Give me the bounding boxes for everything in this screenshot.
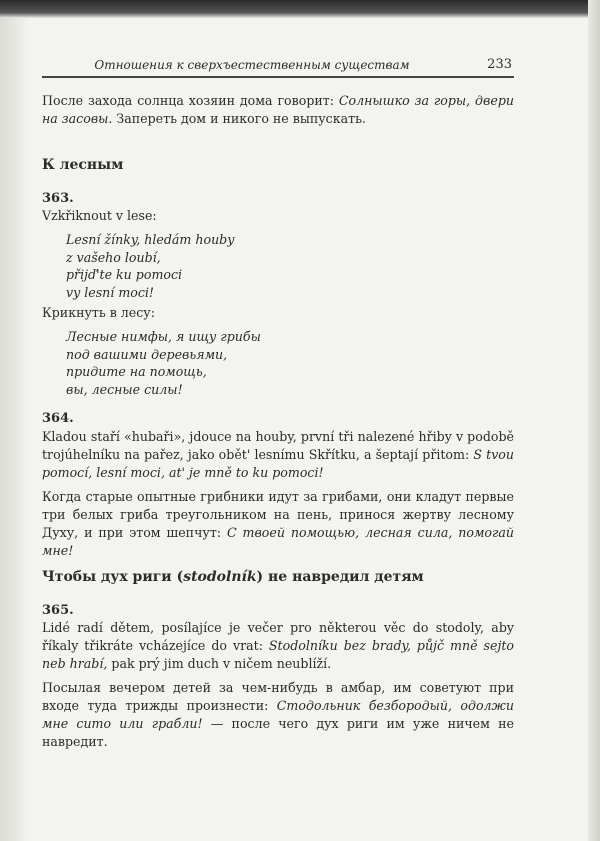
page-edge (588, 0, 600, 841)
entry-czech (42, 428, 514, 482)
poem-line: vy lesní moci! (66, 284, 154, 300)
entry-number: 364. (42, 411, 74, 426)
quote: S tvou pomocí, lesní moci, at' je mně to ku pomoci! (42, 447, 515, 480)
text: — после чего дух риги им уже ничем не навредит. (42, 716, 514, 749)
poem-line: přijď'te ku pomoci (66, 267, 183, 283)
poem-czech (66, 231, 234, 301)
page-gutter-shadow (0, 0, 30, 841)
text: Чтобы дух риги ( (42, 569, 184, 585)
text: stodolník (183, 569, 257, 585)
text: Kladou staří «hubaři», jdouce na houby, první tři nalezené hřiby v podobě trojúhelníku na pařez, jako obět' lesnímu Skřítku, a šeptají přitom: (42, 429, 514, 462)
text: . Запереть дом и никого не выпускать. (108, 111, 366, 126)
entry-russian (42, 488, 514, 560)
quote: С твоей помощью, лесная сила, помогай мне! (42, 525, 515, 558)
text: Lidé radí dětem, posílajíce je večer pro některou věc do stodoly, aby říkaly třikráte vcházejíce do vrat: (42, 620, 514, 653)
poem-line: вы, лесные силы! (66, 381, 183, 397)
text: Когда старые опытные грибники идут за грибами, они кладут первые три белых гриба треугольником на пень, принося жертву лесному Духу, и при этом шепчут: (42, 489, 514, 540)
entry-intro: Vzkřiknout v lese: (42, 208, 157, 223)
entry-number: 365. (42, 603, 74, 618)
intro-paragraph (42, 92, 514, 128)
header-rule (42, 76, 514, 78)
poem-line: Лесные нимфы, я ищу грибы (66, 329, 261, 344)
quote: Stodolníku bez brady, půjč mně sejto neb hrabí, (42, 638, 514, 671)
poem-line: придите на помощь, (66, 364, 207, 380)
entry-number: 363. (42, 191, 74, 206)
running-title: Отношения к сверхъестественным существам (94, 58, 410, 72)
text: ) не навредил детям (256, 569, 424, 585)
poem-russian (66, 328, 261, 398)
section-heading (42, 569, 424, 585)
poem-line: Lesní žínky, hledám houby (66, 232, 235, 247)
entry-intro-ru: Крикнуть в лесу: (42, 305, 155, 320)
entry-czech (42, 619, 514, 673)
text: После захода солнца хозяин дома говорит: (42, 93, 339, 108)
poem-line: под вашими деревьями, (66, 346, 228, 362)
page-number: 233 (487, 57, 512, 72)
quote: Солнышко за горы, двери на засовы (42, 93, 514, 126)
text: pak prý jim duch v ničem neublíží. (107, 656, 332, 671)
text: Посылая вечером детей за чем-нибудь в амбар, им советуют при входе туда трижды произнести: (42, 680, 514, 713)
quote: Стодольник безбородый, одолжи мне сито или грабли! (42, 698, 514, 731)
entry-russian (42, 679, 514, 751)
section-heading: К лесным (42, 157, 124, 173)
scan-top-edge (0, 0, 600, 18)
poem-line: z vašeho loubí, (66, 249, 161, 265)
running-header (42, 56, 514, 74)
